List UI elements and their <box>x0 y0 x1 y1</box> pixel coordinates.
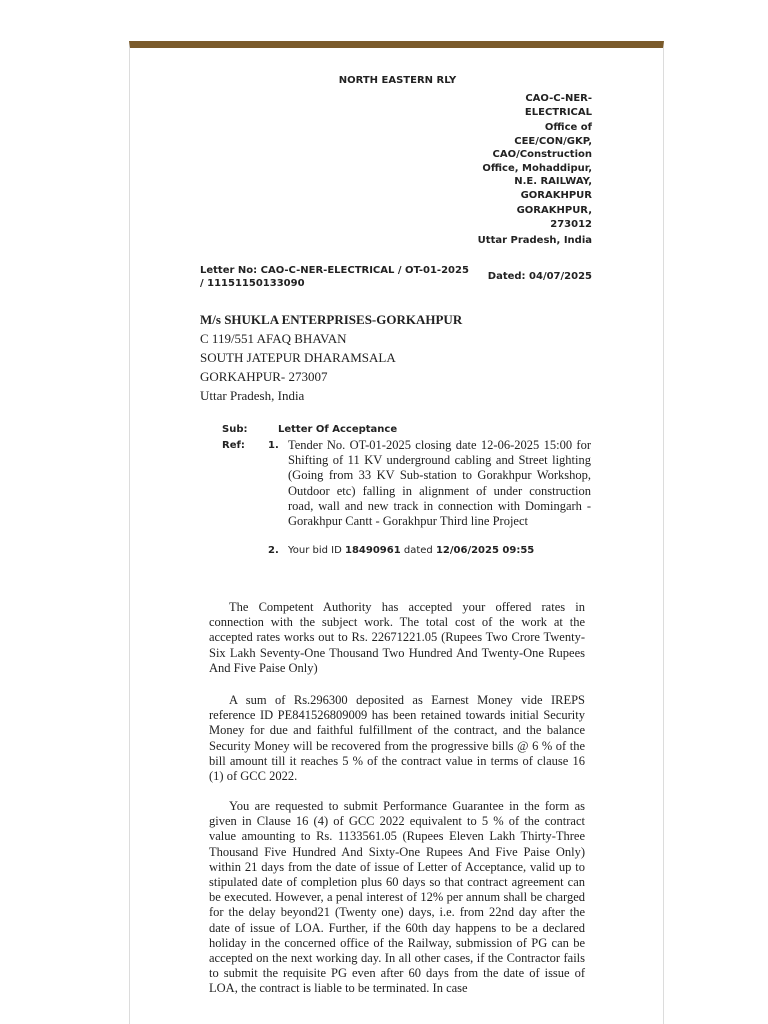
addressee-line: SOUTH JATEPUR DHARAMSALA <box>200 350 396 365</box>
reference-label: Ref: <box>222 440 245 451</box>
subject-label: Sub: <box>222 424 248 435</box>
office-line: 273012 <box>550 218 592 230</box>
office-line: GORAKHPUR <box>520 189 592 201</box>
office-line: CAO/Construction <box>492 149 592 160</box>
body-paragraph-3: You are requested to submit Performance Guarantee in the form as given in Clause 16 (4) of GCC 2022 equivalent to 5 % of the contract value amounting to Rs. 1133561.05 (Rupees Eleven Lakh Thirty-Three Thousand Five Hundred And Sixty-One Rupees And Five Paise Only) within 21 days from the date of issue of Letter of Acceptance, valid up to stipulated date of completion plus 60 days so that contract agreement can be executed. However, a penal interest of 12% per annum shall be charged for the delay beyond21 (Twenty one) days, i.e. from 22nd day after the date of issue of LOA. Further, if the 60th day happens to be a declared holiday in the concerned office of the Railway, submission of PG can be accepted on the next working day. In all other cases, if the Contractor fails to submit the requisite PG even after 60 days from the date of issue of LOA, the contract is liable to be terminated. In case <box>209 799 585 996</box>
letter-number: Letter No: CAO-C-NER-ELECTRICAL / OT-01-2025 / 11151150133090 <box>200 265 469 289</box>
office-line: GORAKHPUR, <box>516 205 592 216</box>
addressee-line: Uttar Pradesh, India <box>200 388 305 403</box>
bid-line <box>288 545 598 556</box>
reference-text: Tender No. OT-01-2025 closing date 12-06-2025 15:00 for Shifting of 11 KV underground cabling and Street lighting (Going from 33 KV Sub-station to Gorakhpur Workshop, Outdoor etc) falling in alignment of under construction road, wall and new track in connection with Domingarh - Gorakhpur Cantt - Gorakhpur Third line Project <box>288 438 591 529</box>
office-address <box>452 92 592 248</box>
reference-number: 2. <box>268 545 279 556</box>
bid-id: 18490961 <box>345 545 401 556</box>
bid-prefix: Your bid ID <box>288 545 346 556</box>
body-paragraph-1: The Competent Authority has accepted your offered rates in connection with the subject work. The total cost of the work at the accepted rates works out to Rs. 22671221.05 (Rupees Two Crore Twenty-Six Lakh Seventy-One Thousand Two Hundred And Twenty-One Rupees And Five Paise Only) <box>209 600 585 675</box>
office-line: ELECTRICAL <box>524 106 592 118</box>
body-paragraph-2: A sum of Rs.296300 deposited as Earnest Money vide IREPS reference ID PE841526809009 has been retained towards initial Security Money for due and faithful fulfillment of the contract, and the balance Security Money will be recovered from the progressive bills @ 6 % of the bill amount till it reaches 5 % of the contract value in terms of clause 16 (1) of GCC 2022. <box>209 693 585 784</box>
letter-date: Dated: 04/07/2025 <box>487 271 592 282</box>
letter-page <box>129 41 664 1024</box>
addressee-block <box>200 310 462 405</box>
office-line: N.E. RAILWAY, <box>514 176 592 187</box>
office-line: Uttar Pradesh, India <box>477 235 592 246</box>
office-line: CEE/CON/GKP, <box>514 135 592 147</box>
office-line: CAO-C-NER- <box>525 93 592 104</box>
addressee-line: GORKAHPUR- 273007 <box>200 369 328 384</box>
addressee-line: C 119/551 AFAQ BHAVAN <box>200 331 347 346</box>
addressee-name: M/s SHUKLA ENTERPRISES-GORKAHPUR <box>200 312 463 327</box>
reference-number: 1. <box>268 440 279 451</box>
subject-text: Letter Of Acceptance <box>278 424 398 435</box>
office-line: Office of <box>544 122 592 133</box>
office-line: Office, Mohaddipur, <box>482 162 592 174</box>
bid-mid: dated <box>400 545 436 556</box>
bid-datetime: 12/06/2025 09:55 <box>435 545 535 556</box>
railway-name: NORTH EASTERN RLY <box>338 75 457 86</box>
